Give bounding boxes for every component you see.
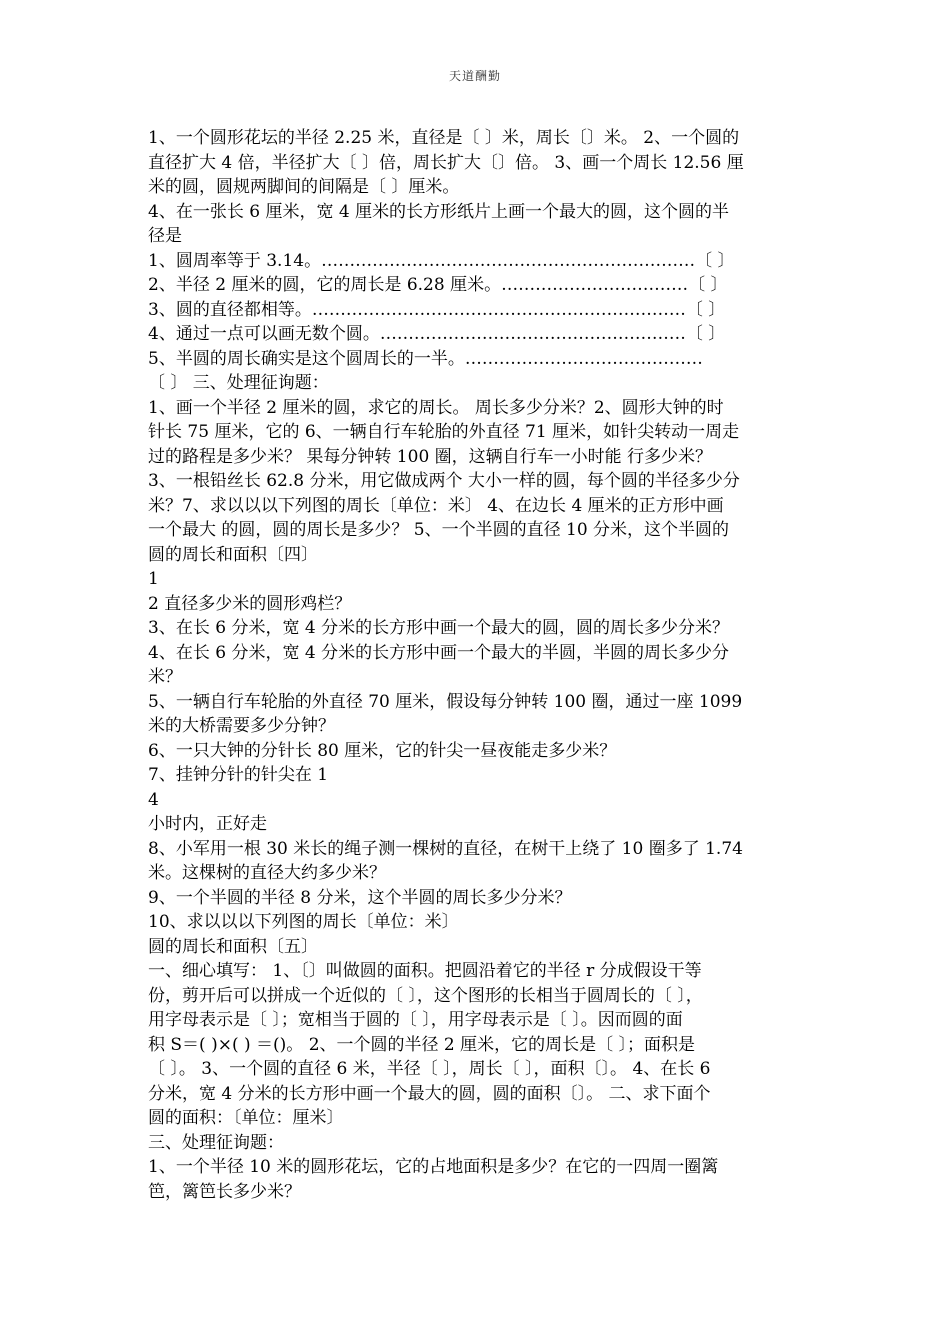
text-line: 〔 〕。 3、一个圆的直径 6 米，半径〔 〕，周长〔 〕，面积〔〕。 4、在长 6 [148, 1059, 711, 1079]
text-line: 三、处理征询题： [148, 1132, 284, 1153]
section-heading: 圆的周长和面积〔四〕 [148, 544, 318, 565]
text-line: 5、一辆自行车轮胎的外直径 70 厘米，假设每分钟转 100 圈，通过一座 1099 [148, 691, 743, 712]
text-line: 一、细心填写： 1、〔〕叫做圆的面积。把圆沿着它的半径 r 分成假设干等 [148, 961, 702, 981]
text-line: 1、画一个半径 2 厘米的圆，求它的周长。 周长多少分米？2、圆形大钟的时 [148, 397, 724, 418]
text-line: 2、半径 2 厘米的圆，它的周长是 6.28 厘米。……………………………〔 〕 [148, 275, 728, 295]
text-line: 3、在长 6 分米，宽 4 分米的长方形中画一个最大的圆，圆的周长多少分米？ [148, 618, 730, 638]
text-line: 7、挂钟分针的针尖在 1 [148, 765, 329, 785]
document-body [148, 126, 803, 1204]
text-line: 8、小军用一根 30 米长的绳子测一棵树的直径，在树干上绕了 10 圈多了 1.74 [148, 838, 743, 859]
text-line: 〔 〕 三、处理征询题： [148, 373, 329, 393]
text-line: 4、在一张长 6 厘米，宽 4 厘米的长方形纸片上画一个最大的圆，这个圆的半 [148, 201, 730, 222]
text-line: 小时内，正好走 [148, 814, 267, 834]
text-line: 4、通过一点可以画无数个圆。………………………………………………〔 〕 [148, 324, 726, 344]
text-line: 2 直径多少米的圆形鸡栏？ [148, 593, 352, 614]
text-line: 1 [148, 569, 159, 589]
text-line: 过的路程是多少米？ 果每分钟转 100 圈，这辆自行车一小时能 行多少米？ [148, 446, 713, 467]
text-line: 4 [148, 789, 159, 810]
text-line: 径是 [148, 226, 182, 246]
text-line: 米的圆，圆规两脚间的间隔是〔 〕厘米。 [148, 177, 460, 197]
page-header: 天道酬勤 [448, 69, 501, 83]
text-line: 1、圆周率等于 3.14。…………………………………………………………〔 〕 [148, 250, 735, 271]
text-line: 米？ [148, 667, 182, 687]
text-line: 笆，篱笆长多少米？ [148, 1181, 301, 1202]
text-line: 用字母表示是〔 〕；宽相当于圆的〔 〕，用字母表示是〔 〕。因而圆的面 [148, 1010, 683, 1030]
text-line: 1、一个半径 10 米的圆形花坛，它的占地面积是多少？在它的一四周一圈篱 [148, 1157, 719, 1177]
text-line: 米的大桥需要多少分钟？ [148, 716, 335, 736]
text-line: 9、一个半圆的半径 8 分米，这个半圆的周长多少分米？ [148, 887, 572, 908]
text-line: 分米，宽 4 分米的长方形中画一个最大的圆，圆的面积〔〕。 二、求下面个 [148, 1083, 711, 1104]
text-line: 一个最大 的圆，圆的周长是多少？ 5、一个半圆的直径 10 分米，这个半圆的 [148, 520, 730, 540]
text-line: 10、求以以以下列图的周长〔单位：米〕 [148, 912, 459, 932]
text-line: 3、圆的直径都相等。…………………………………………………………〔 〕 [148, 299, 726, 320]
text-line: 6、一只大钟的分针长 80 厘米，它的针尖一昼夜能走多少米？ [148, 740, 617, 761]
text-line: 米？7、求以以以下列图的周长〔单位：米〕 4、在边长 4 厘米的正方形中画 [148, 495, 724, 516]
text-line: 针长 75 厘米，它的 6、一辆自行车轮胎的外直径 71 厘米，如针尖转动一周走 [148, 422, 740, 442]
text-line: 份，剪开后可以拼成一个近似的〔 〕，这个图形的长相当于圆周长的〔 〕， [148, 985, 703, 1006]
text-line: 积 S＝( )×( ) ＝()。 2、一个圆的半径 2 厘米，它的周长是〔 〕；面积是 [148, 1034, 696, 1055]
text-line: 直径扩大 4 倍，半径扩大〔 〕倍，周长扩大〔〕倍。 3、画一个周长 12.56 厘 [148, 152, 744, 173]
text-line: 米。这棵树的直径大约多少米？ [148, 863, 386, 883]
text-line: 3、一根铅丝长 62.8 分米，用它做成两个 大小一样的圆，每个圆的半径多少分 [148, 471, 740, 491]
text-line: 1、一个圆形花坛的半径 2.25 米，直径是〔 〕米，周长〔〕米。 2、一个圆的 [148, 128, 740, 148]
text-line: 5、半圆的周长确实是这个圆周长的一半。…………………………………… [148, 348, 703, 369]
text-line: 4、在长 6 分米，宽 4 分米的长方形中画一个最大的半圆，半圆的周长多少分 [148, 642, 730, 663]
section-heading: 圆的周长和面积〔五〕 [148, 936, 318, 957]
text-line: 圆的面积：〔单位：厘米〕 [148, 1108, 344, 1128]
